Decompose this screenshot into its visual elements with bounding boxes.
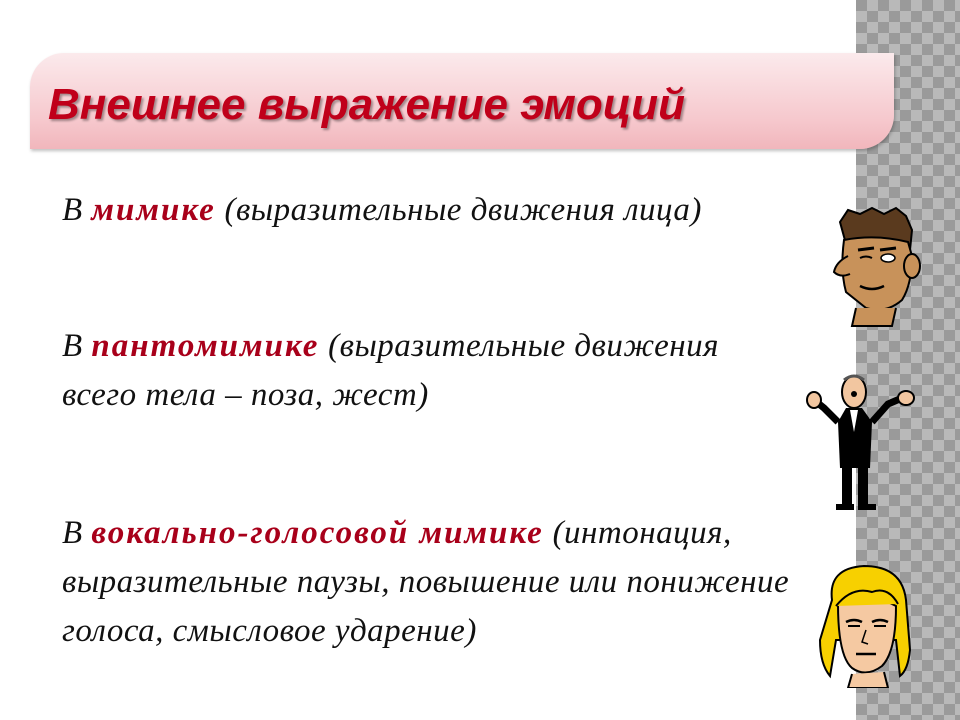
key-term-vocal: вокально-голосовой мимике — [91, 515, 544, 551]
item-description: (интонация, — [543, 515, 732, 551]
key-term-pantomime: пантомимике — [91, 328, 320, 364]
item-prefix: В — [62, 192, 92, 228]
list-item-pantomime — [62, 322, 862, 420]
item-description-line-2: всего тела – поза, жест) — [62, 377, 429, 413]
item-description: (выразительные движения лица) — [215, 192, 702, 228]
item-description: (выразительные движения — [319, 328, 719, 364]
item-prefix: В — [62, 515, 92, 551]
thinking-man-face-icon — [826, 200, 922, 328]
list-item-vocal — [62, 509, 862, 656]
key-term-facial: мимике — [91, 192, 216, 228]
list-item-facial — [62, 186, 862, 235]
slide-title: Внешнее выражение эмоций — [48, 80, 685, 129]
item-description-line-2: выразительные паузы, повышение или понижение — [62, 564, 790, 600]
blonde-woman-face-icon — [812, 560, 914, 688]
item-prefix: В — [62, 328, 92, 364]
item-description-line-3: голоса, смысловое ударение) — [62, 613, 477, 649]
gesturing-man-figure-icon — [806, 372, 916, 514]
